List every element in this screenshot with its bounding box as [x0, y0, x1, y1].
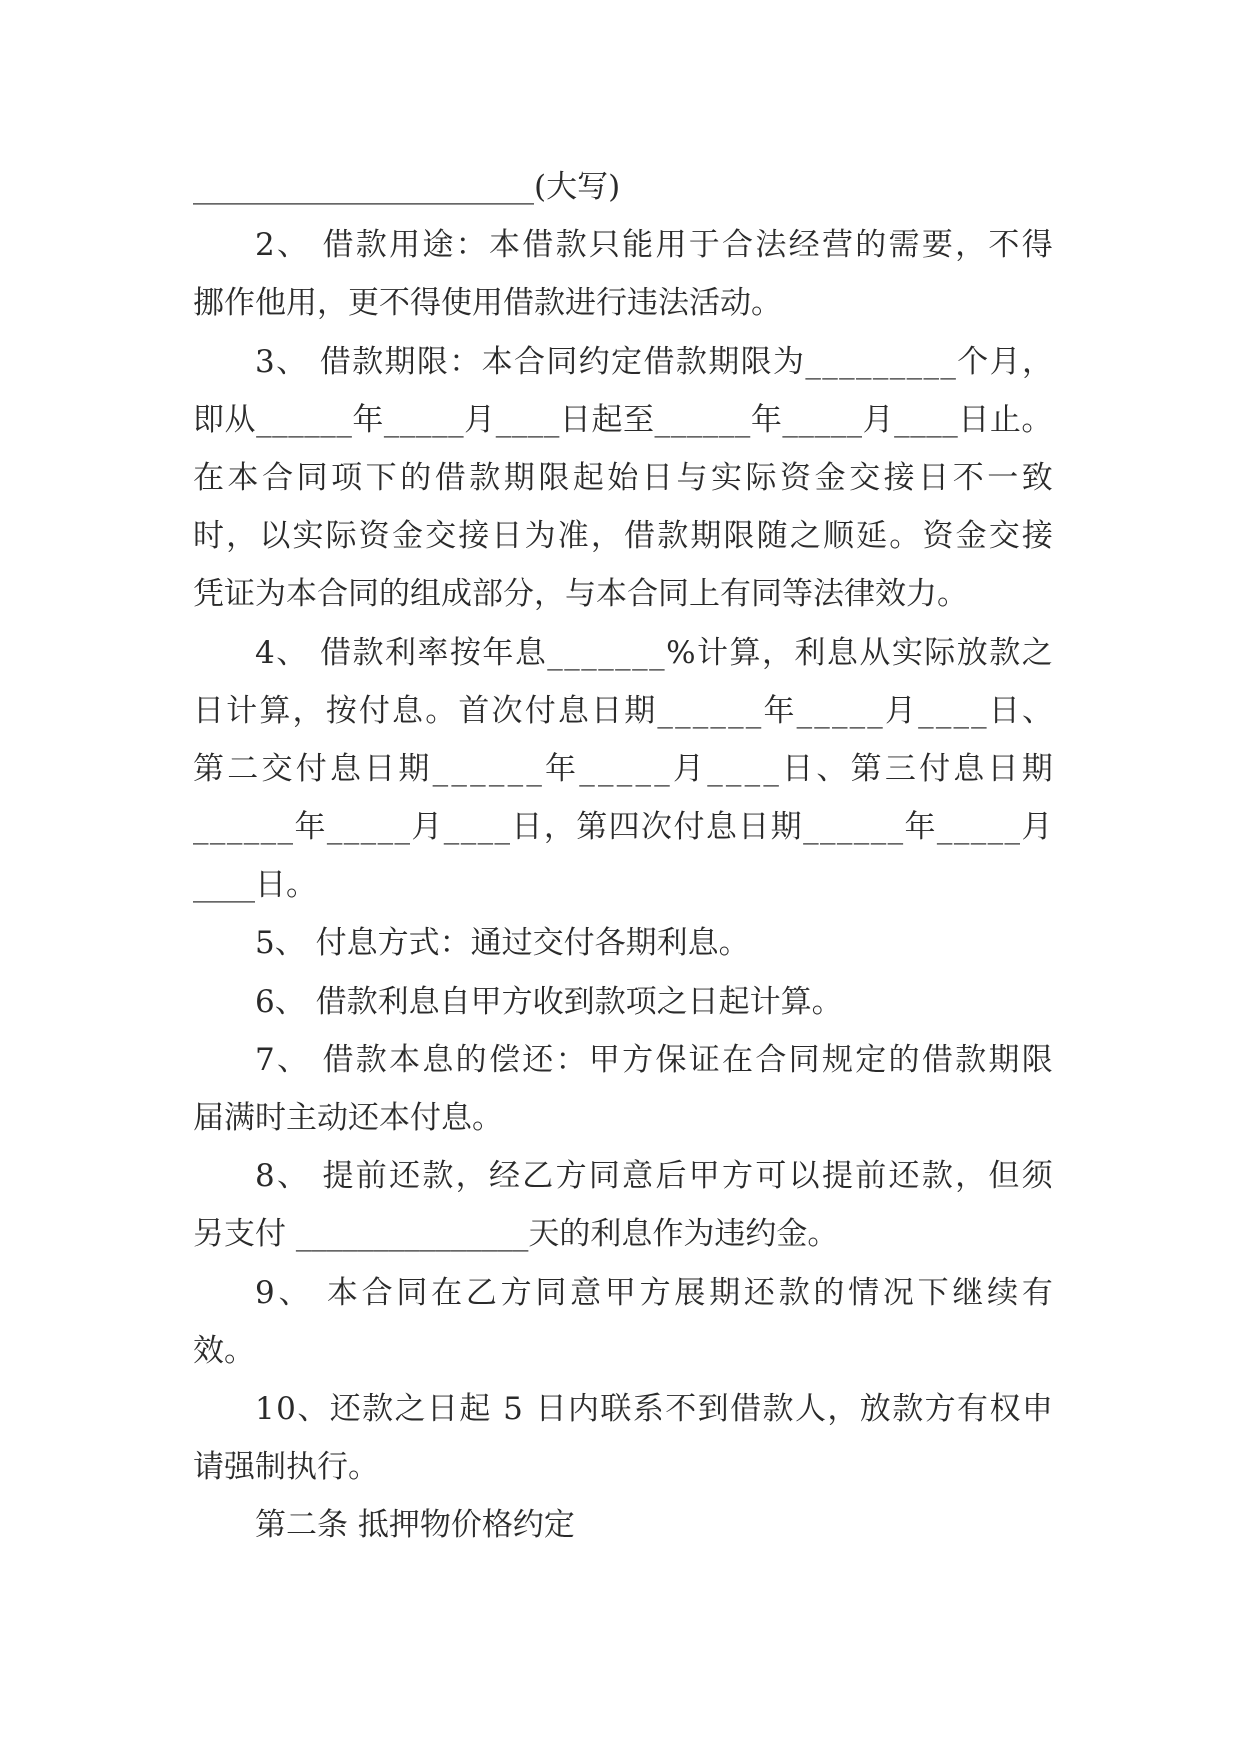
- text-line: [193, 333, 1053, 391]
- text-line: [193, 1031, 1053, 1089]
- text-line-content: 即 从 _ _ _ _ _ _ 年 _ _ _ _ _ 月 _ _ _ _ 日 起 至 _ _ _ _ _ _ 年 _ _ _ _ _ 月 _ _ _ _ 日 止 。: [193, 401, 1053, 438]
- text-line: [193, 1264, 1053, 1322]
- text-line-content: 8 、 提 前 还 款 ， 经 乙 方 同 意 后 甲 方 可 以 提 前 还 款 ， 但 须: [255, 1158, 1053, 1195]
- text-line: [193, 798, 1053, 856]
- text-line-content: 时 ， 以 实 际 资 金 交 接 日 为 准 ， 借 款 期 限 随 之 顺 延 。 资 金 交 接: [193, 518, 1053, 555]
- text-line-content: 届满时主动还本付息。: [193, 1100, 503, 1136]
- text-line: [193, 740, 1053, 798]
- text-line: [193, 1496, 1053, 1554]
- text-line-content: 7 、 借 款 本 息 的 偿 还 ： 甲 方 保 证 在 合 同 规 定 的 借 款 期 限: [255, 1041, 1053, 1078]
- text-line-content: 6、 借款利息自甲方收到款项之日起计算。: [255, 983, 843, 1020]
- text-line-content: 5、 付息方式：通过交付各期利息。: [255, 925, 750, 962]
- text-line: [193, 1205, 1053, 1263]
- text-line: [193, 1322, 1053, 1380]
- text-line: [193, 1089, 1053, 1147]
- text-line: [193, 856, 1053, 914]
- text-line-content: ______________________(大写): [193, 169, 621, 205]
- text-line-content: 请强制执行。: [193, 1449, 379, 1486]
- text-line: [193, 507, 1053, 565]
- text-line-content: 2 、 借 款 用 途 ： 本 借 款 只 能 用 于 合 法 经 营 的 需 要 ， 不 得: [255, 227, 1053, 264]
- text-line: [193, 274, 1053, 332]
- text-line-content: 在 本 合 同 项 下 的 借 款 期 限 起 始 日 与 实 际 资 金 交 接 日 不 一 致: [193, 459, 1053, 496]
- text-line-content: 挪作他用，更不得使用借款进行违法活动。: [193, 285, 782, 322]
- text-line: [193, 565, 1053, 623]
- text-line-content: 3 、 借 款 期 限 ： 本 合 同 约 定 借 款 期 限 为 _ _ _ _ _ _ _ _ _ 个 月 ，: [255, 343, 1053, 380]
- text-line: [193, 1380, 1053, 1438]
- text-line: [193, 449, 1053, 507]
- text-line: [193, 158, 1053, 216]
- text-line-content: 另支付 _______________天的利息作为违约金。: [193, 1216, 839, 1253]
- document-body: [193, 158, 1053, 1555]
- text-line: [193, 1147, 1053, 1205]
- text-line-content: 凭证为本合同的组成部分，与本合同上有同等法律效力。: [193, 576, 968, 613]
- text-line: [193, 216, 1053, 274]
- text-line: [193, 973, 1053, 1031]
- text-line-content: 第二条 抵押物价格约定: [255, 1507, 575, 1544]
- text-line: [193, 1438, 1053, 1496]
- text-line-content: 日 计 算 ， 按 付 息 。 首 次 付 息 日 期 _ _ _ _ _ _ 年 _ _ _ _ _ 月 _ _ _ _ 日 、: [193, 692, 1053, 729]
- text-line: [193, 624, 1053, 682]
- text-line-content: _ _ _ _ _ _ 年 _ _ _ _ _ 月 _ _ _ _ 日 ， 第 四 次 付 息 日 期 _ _ _ _ _ _ 年 _ _ _ _ _ 月: [193, 809, 1053, 846]
- text-line-content: 4 、 借 款 利 率 按 年 息 _ _ _ _ _ _ _ % 计 算 ， 利 息 从 实 际 放 款 之: [255, 634, 1053, 671]
- text-line: [193, 391, 1053, 449]
- text-line-content: 效。: [193, 1332, 255, 1369]
- text-line-content: ____日。: [193, 867, 317, 904]
- text-line-content: 第 二 交 付 息 日 期 _ _ _ _ _ _ 年 _ _ _ _ _ 月 _ _ _ _ 日 、 第 三 付 息 日 期: [193, 750, 1053, 787]
- text-line-content: 9 、 本 合 同 在 乙 方 同 意 甲 方 展 期 还 款 的 情 况 下 继 续 有: [255, 1274, 1053, 1311]
- text-line: [193, 914, 1053, 972]
- text-line-content: 1 0 、 还 款 之 日 起 5 日 内 联 系 不 到 借 款 人 ， 放 款 方 有 权 申: [255, 1390, 1053, 1427]
- text-line: [193, 682, 1053, 740]
